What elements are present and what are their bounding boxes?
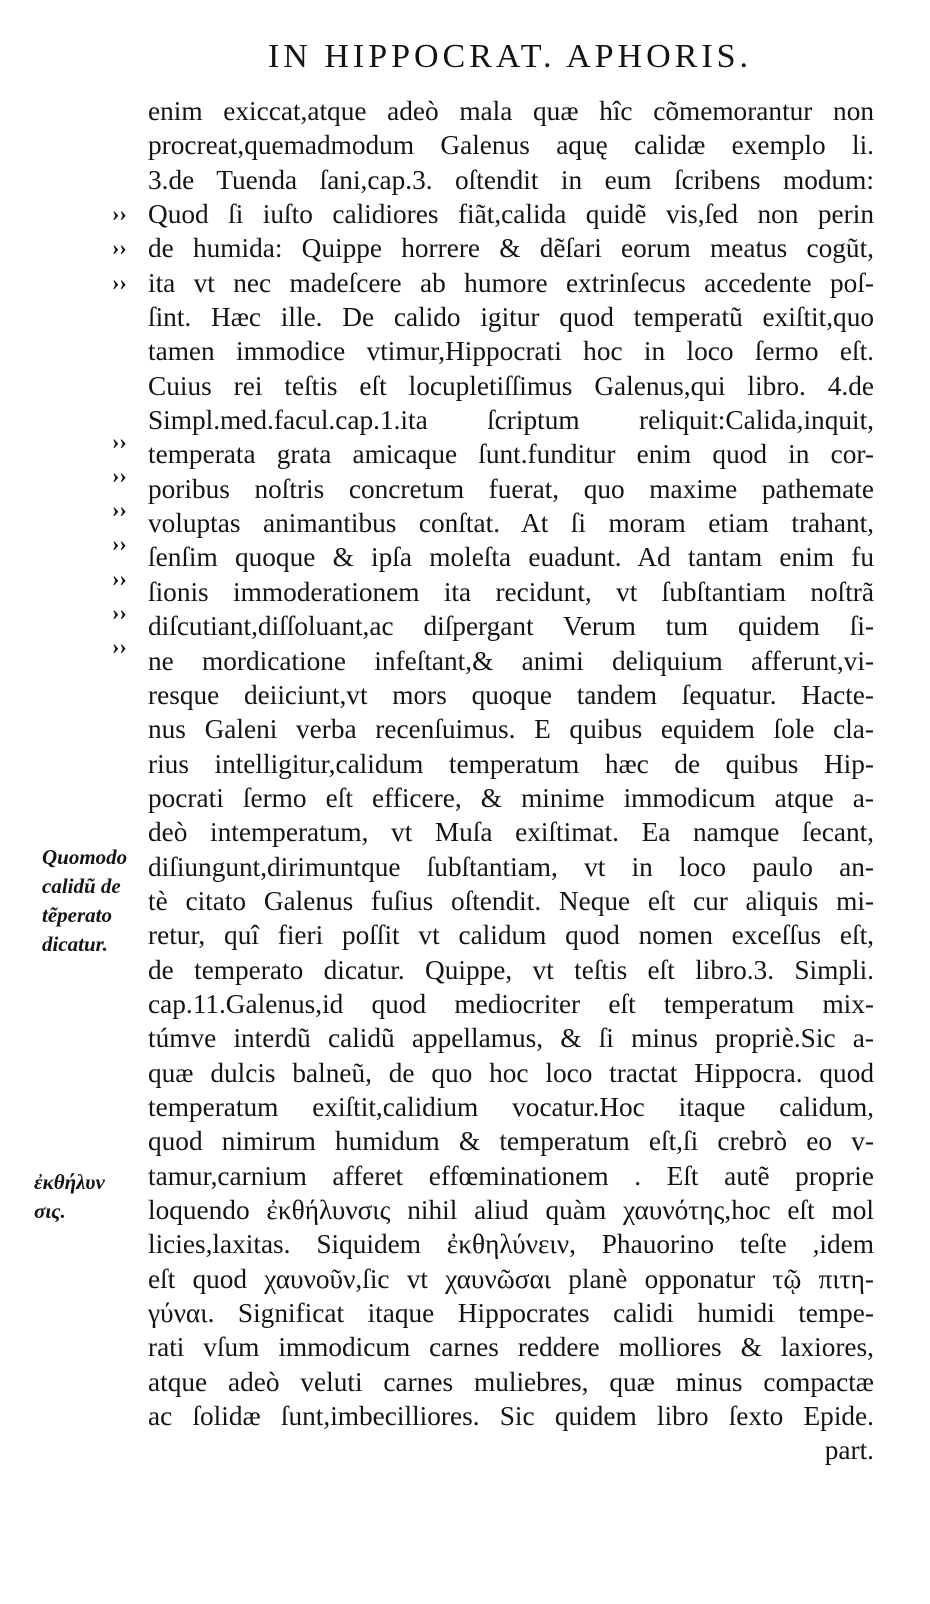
quote-mark: ›› <box>112 270 127 295</box>
quote-mark: ›› <box>112 634 127 659</box>
text-line: quod nimirum humidum & temperatum eſt,ſi crebrò eo v- <box>148 1126 874 1157</box>
text-line: Cuius rei teſtis eſt locupletiſſimus Galenus,qui libro. 4.de <box>148 370 874 401</box>
text-line: de humida: Quippe horrere & dẽſari eorum meatus cogũt, <box>148 233 874 264</box>
text-line: Simpl.med.facul.cap.1.ita ſcriptum reliquit:Calida,inquit, <box>148 405 874 436</box>
text-line: ita vt nec madeſcere ab humore extrinſecus accedente poſ- <box>148 267 874 298</box>
text-line: voluptas animantibus conſtat. At ſi moram etiam trahant, <box>148 508 874 539</box>
text-line: de temperato dicatur. Quippe, vt teſtis eſt libro.3. Simpli. <box>148 954 874 985</box>
text-line: temperatum exiſtit,calidium vocatur.Hoc itaque calidum, <box>148 1091 874 1122</box>
margin-note-line: calidũ de <box>42 874 121 898</box>
running-title: IN HIPPOCRAT. APHORIS. <box>267 38 753 75</box>
text-line: ſionis immoderationem ita recidunt, vt ſubſtantiam noſtrã <box>148 576 874 607</box>
quote-mark: ›› <box>112 600 127 625</box>
text-line: γύναι. Significat itaque Hippocrates calidi humidi tempe- <box>148 1298 874 1329</box>
text-line: quæ dulcis balneũ, de quo hoc loco tractat Hippocra. quod <box>148 1057 874 1088</box>
text-line: poribus noſtris concretum fuerat, quo maxime pathemate <box>148 473 874 504</box>
text-line: tamur,carnium afferet effœminationem . Eſt autẽ proprie <box>148 1160 874 1191</box>
text-line: atque adeò veluti carnes muliebres, quæ minus compactæ <box>148 1366 874 1397</box>
margin-note-line: tẽperato <box>42 903 112 927</box>
text-line: resque deiiciunt,vt mors quoque tandem ſequatur. Hacte- <box>148 679 874 710</box>
text-line: retur, quî fieri poſſit vt calidum quod nomen exceſſus eſt, <box>148 920 874 951</box>
quote-mark: ›› <box>112 463 127 488</box>
margin-note-line: σις. <box>34 1199 66 1223</box>
text-line: rati vſum immodicum carnes reddere molliores & laxiores, <box>148 1332 874 1363</box>
text-line: túmve interdũ calidũ appellamus, & ſi minus propriè.Sic a- <box>148 1023 874 1054</box>
text-line: diſcutiant,diſſoluant,ac diſpergant Verum tum quidem ſi- <box>148 611 874 642</box>
text-line: ne mordicatione infeſtant,& animi deliquium afferunt,vi- <box>148 645 874 676</box>
text-line: loquendo ἐκθήλυνσις nihil aliud quàm χαυνότης,hoc eſt mol <box>148 1195 874 1225</box>
text-line: ſenſim quoque & ipſa moleſta euadunt. Ad tantam enim fu <box>148 542 874 573</box>
text-line: licies,laxitas. Siquidem ἐκθηλύνειν, Phauorino teſte ,idem <box>148 1229 874 1260</box>
text-line: cap.11.Galenus,id quod mediocriter eſt temperatum mix- <box>148 988 874 1019</box>
quote-mark: ›› <box>112 429 127 454</box>
margin-note-line: dicatur. <box>42 932 108 956</box>
quote-mark: ›› <box>112 531 127 556</box>
margin-note-line: Quomodo <box>42 845 128 869</box>
text-line: pocrati ſermo eſt efficere, & minime immodicum atque a- <box>148 782 874 813</box>
text-line: tamen immodice vtimur,Hippocrati hoc in loco ſermo eſt. <box>148 336 874 367</box>
catchword: part. <box>824 1435 874 1466</box>
text-line: enim exiccat,atque adeò mala quæ hîc cõmemorantur non <box>148 96 874 126</box>
text-line: Quod ſi iuſto calidiores fiãt,calida quidẽ vis,ſed non perin <box>148 199 874 230</box>
margin-note-line: ἐκθήλυν <box>34 1170 105 1194</box>
text-line: deò intemperatum, vt Muſa exiſtimat. Ea namque ſecant, <box>148 817 874 848</box>
text-line: eſt quod χαυνοῦν,ſic vt χαυνῶσαι planè opponatur τῷ πιτη- <box>148 1263 874 1294</box>
margin-note-greek <box>34 1168 105 1226</box>
quote-mark: ›› <box>112 497 127 522</box>
text-line: ac ſolidæ ſunt,imbecilliores. Sic quidem libro ſexto Epide. <box>148 1401 874 1432</box>
text-line: ſint. Hæc ille. De calido igitur quod temperatũ exiſtit,quo <box>148 302 874 333</box>
text-line: 3.de Tuenda ſani,cap.3. oſtendit in eum ſcribens modum: <box>148 164 874 195</box>
main-text-block <box>148 94 874 1468</box>
text-line: procreat,quemadmodum Galenus aquę calidæ exemplo li. <box>148 130 874 161</box>
quote-mark: ›› <box>112 235 127 260</box>
text-line: nus Galeni verba recenſuimus. E quibus equidem ſole cla- <box>148 714 874 745</box>
text-line: tè citato Galenus fuſius oſtendit. Neque eſt cur aliquis mi- <box>148 885 874 916</box>
quote-mark: ›› <box>112 566 127 591</box>
margin-note-quomodo <box>42 843 127 959</box>
text-line: rius intelligitur,calidum temperatum hæc de quibus Hip- <box>148 748 874 779</box>
text-line: diſiungunt,dirimuntque ſubſtantiam, vt in loco paulo an- <box>148 851 874 882</box>
text-line: temperata grata amicaque ſunt.funditur enim quod in cor- <box>148 439 874 470</box>
quote-mark: ›› <box>112 201 127 226</box>
